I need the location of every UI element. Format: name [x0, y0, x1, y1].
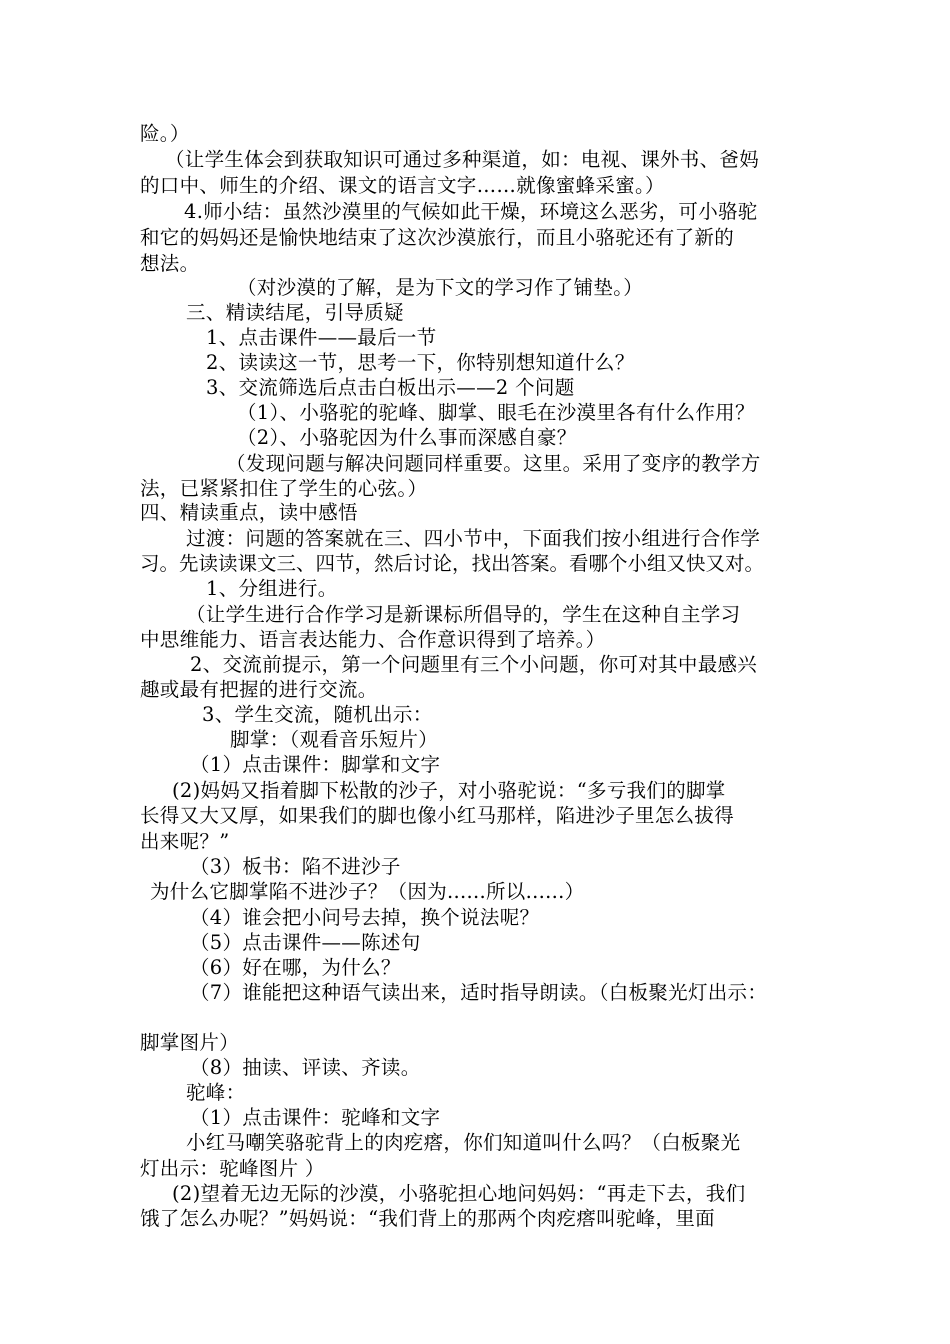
text-line: (2)望着无边无际的沙漠，小骆驼担心地问妈妈：“再走下去，我们 [172, 1182, 746, 1205]
text-line: 的口中、师生的介绍、课文的语言文字……就像蜜蜂采蜜。） [140, 174, 665, 197]
text-line: （对沙漠的了解，是为下文的学习作了铺垫。） [237, 276, 644, 299]
text-line: 为什么它脚掌陷不进沙子？（因为......所以......） [150, 880, 585, 903]
text-line: 驼峰： [186, 1081, 246, 1104]
text-line: 灯出示：驼峰图片 ） [140, 1157, 325, 1180]
text-line: （发现问题与解决问题同样重要。这里。采用了变序的教学方 [226, 452, 761, 475]
text-line: （6）好在哪，为什么？ [190, 956, 401, 979]
text-line: 2、读读这一节，思考一下，你特别想知道什么？ [206, 351, 635, 374]
text-line: 长得又大又厚，如果我们的脚也像小红马那样，陷进沙子里怎么拔得 [140, 804, 735, 827]
text-line: （5）点击课件——陈述句 [190, 931, 421, 954]
text-line: （8）抽读、评读、齐读。 [190, 1056, 421, 1079]
text-line: 脚掌图片） [140, 1031, 240, 1054]
text-line: 脚掌：（观看音乐短片） [230, 728, 439, 751]
text-line: （让学生进行合作学习是新课标所倡导的，学生在这种自主学习 [186, 603, 741, 626]
text-line: 1、点击课件——最后一节 [206, 326, 437, 349]
text-line: 3、交流筛选后点击白板出示——2 个问题 [206, 376, 575, 399]
text-line: 小红马嘲笑骆驼背上的肉疙瘩，你们知道叫什么吗？（白板聚光 [186, 1131, 741, 1154]
text-line: 过渡：问题的答案就在三、四小节中，下面我们按小组进行合作学 [186, 527, 761, 550]
text-line: 险。） [140, 122, 190, 145]
text-line: （1）、小骆驼的驼峰、脚掌、眼毛在沙漠里各有什么作用？ [237, 401, 755, 424]
text-line: 中思维能力、语言表达能力、合作意识得到了培养。） [140, 628, 606, 651]
text-line: 出来呢？” [140, 830, 230, 853]
text-line: （1）点击课件：驼峰和文字 [190, 1106, 441, 1129]
text-line: （3）板书：陷不进沙子 [190, 855, 401, 878]
text-line: 4.师小结：虽然沙漠里的气候如此干燥，环境这么恶劣，可小骆驼 [184, 200, 758, 223]
text-line: 法，已紧紧扣住了学生的心弦。） [140, 477, 428, 500]
text-line: (2)妈妈又指着脚下松散的沙子，对小骆驼说：“多亏我们的脚掌 [172, 779, 726, 802]
text-line: （2）、小骆驼因为什么事而深感自豪？ [237, 426, 577, 449]
text-line: 3、学生交流，随机出示： [202, 703, 433, 726]
section-heading: 四、精读重点，读中感悟 [140, 501, 358, 524]
text-line: 2、交流前提示，第一个问题里有三个小问题，你可对其中最感兴 [190, 653, 758, 676]
text-line: 1、分组进行。 [206, 577, 338, 600]
text-line: （1）点击课件：脚掌和文字 [190, 753, 441, 776]
text-line: （4）谁会把小问号去掉，换个说法呢？ [190, 906, 540, 929]
text-line: （7）谁能把这种语气读出来，适时指导朗读。（白板聚光灯出示： [190, 981, 768, 1004]
text-line: （让学生体会到获取知识可通过多种渠道，如：电视、课外书、爸妈 [165, 148, 760, 171]
text-line: 和它的妈妈还是愉快地结束了这次沙漠旅行，而且小骆驼还有了新的 [140, 226, 735, 249]
text-line: 饿了怎么办呢？”妈妈说：“我们背上的那两个肉疙瘩叫驼峰，里面 [140, 1207, 715, 1230]
text-line: 习。先读读课文三、四节，然后讨论，找出答案。看哪个小组又快又对。 [140, 552, 765, 575]
text-line: 想法。 [140, 252, 200, 275]
text-line: 趣或最有把握的进行交流。 [140, 678, 378, 701]
section-heading: 三、精读结尾，引导质疑 [186, 301, 404, 324]
